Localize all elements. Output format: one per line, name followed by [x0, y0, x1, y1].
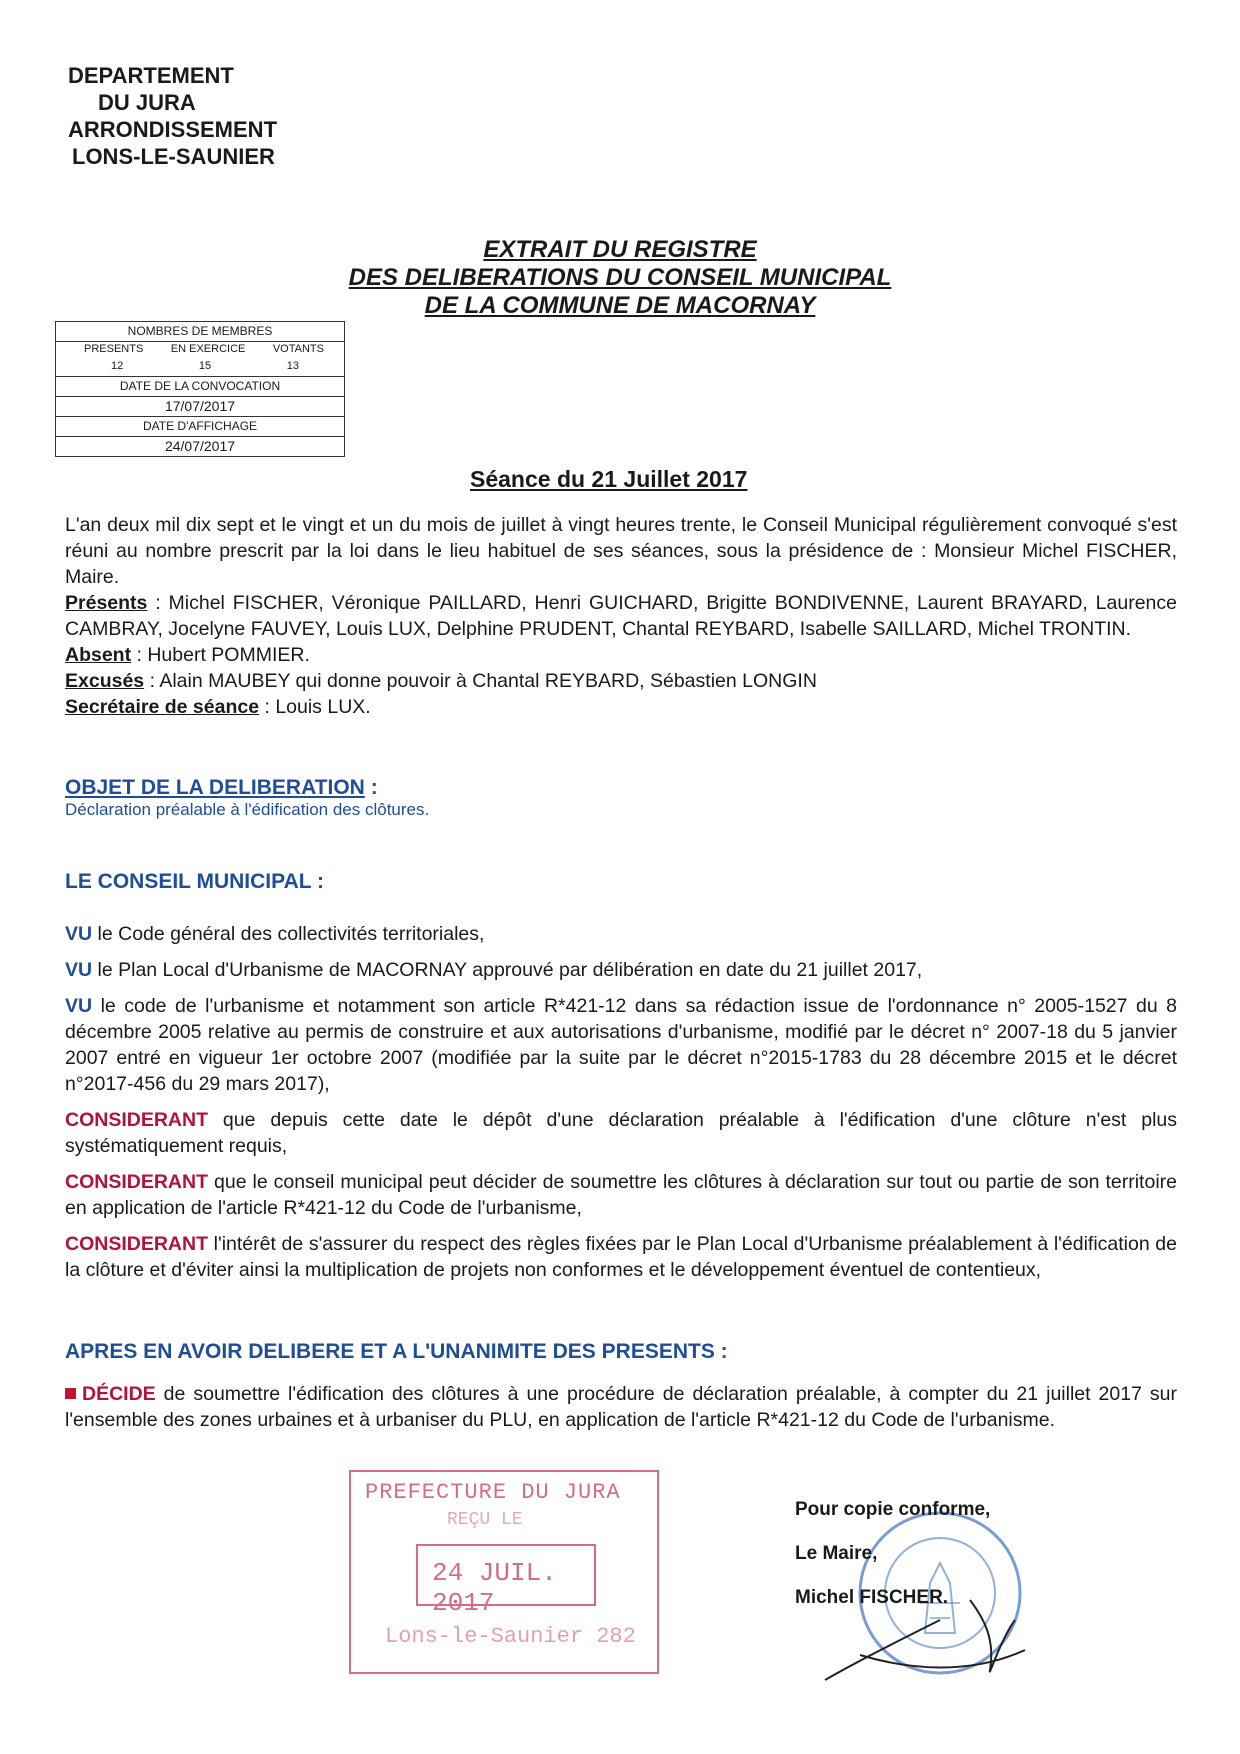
clause-keyword: VU	[65, 959, 93, 981]
signature-line2: Le Maire,	[795, 1543, 878, 1564]
presents-names: : Michel FISCHER, Véronique PAILLARD, Henri GUICHARD, Brigitte BONDIVENNE, Laurent BRAYARD, Laurence CAMBRAY, Jocelyne FAUVEY, Louis LUX, Delphine PRUDENT, Chantal REYBARD, Isabelle SAILLARD, Michel TRONTIN.	[65, 592, 1177, 640]
title-line: DES DELIBERATIONS DU CONSEIL MUNICIPAL	[348, 264, 892, 291]
dept-line: DU JURA	[98, 90, 196, 115]
decision-block	[65, 1381, 1177, 1433]
seance-date: Séance du 21 Juillet 2017	[470, 466, 748, 492]
clause-keyword: CONSIDERANT	[65, 1171, 209, 1193]
members-column-labels	[56, 342, 344, 357]
objet-text: Déclaration préalable à l'édification des clôtures.	[65, 800, 430, 819]
value-en-exercice: 15	[198, 360, 212, 372]
signature-line1: Pour copie conforme,	[795, 1499, 991, 1520]
dept-line: ARRONDISSEMENT	[68, 117, 278, 142]
clause-text: le code de l'urbanisme et notamment son article R*421-12 dans sa rédaction issue de l'ordonnance n° 2005-1527 du 8 décembre 2005 relative au permis de construire et aux autorisations d'urbanisme, modifié par le décret n° 2007-18 du 5 janvier 2007 entré en vigueur 1er octobre 2007 (modifiée par la suite par le décret n°2015-1783 du 28 décembre 2015 et le décret n°2017-456 du 29 mars 2017),	[65, 995, 1177, 1095]
value-presents: 12	[111, 360, 124, 372]
label-votants: VOTANTS	[272, 343, 324, 355]
members-box	[55, 321, 345, 457]
conseil-heading: LE CONSEIL MUNICIPAL :	[65, 870, 325, 893]
stamp-line2: REÇU LE	[447, 1510, 523, 1530]
clause	[65, 1231, 1177, 1283]
absent-names: : Hubert POMMIER.	[131, 644, 310, 666]
clause-keyword: VU	[65, 923, 93, 945]
stamp-line1: PREFECTURE DU JURA	[365, 1480, 621, 1505]
excuses-label: Excusés	[65, 670, 145, 692]
title-line: DE LA COMMUNE DE MACORNAY	[424, 292, 816, 319]
clause	[65, 993, 1177, 1097]
apres-heading: APRES EN AVOIR DELIBERE ET A L'UNANIMITE DES PRESENTS :	[65, 1340, 728, 1363]
affichage-date: 24/07/2017	[164, 438, 236, 454]
clause-keyword: CONSIDERANT	[65, 1233, 209, 1255]
members-column-values	[56, 357, 344, 377]
excuses-names: : Alain MAUBEY qui donne pouvoir à Chantal REYBARD, Sébastien LONGIN	[144, 670, 817, 692]
objet-suffix: :	[364, 776, 378, 799]
clause	[65, 1107, 1177, 1159]
label-presents: PRESENTS	[84, 343, 144, 355]
clause	[65, 957, 1177, 983]
presents-label: Présents	[65, 592, 148, 614]
clause-keyword: VU	[65, 995, 93, 1017]
signature-line3: Michel FISCHER.	[795, 1587, 949, 1608]
clause-text: que depuis cette date le dépôt d'une déclaration préalable à l'édification d'une clôture n'est plus systématiquement requis,	[65, 1109, 1177, 1157]
clause-text: que le conseil municipal peut décider de soumettre les clôtures à déclaration sur tout ou partie de son territoire en application de l'article R*421-12 du Code de l'urbanisme,	[65, 1171, 1177, 1219]
absent-line	[65, 642, 1177, 668]
objet-label: OBJET DE LA DELIBERATION	[65, 776, 365, 799]
affichage-label: DATE D'AFFICHAGE	[56, 417, 344, 437]
clauses-block	[65, 921, 1177, 1293]
objet-heading	[65, 776, 378, 800]
decision-text: de soumettre l'édification des clôtures à une procédure de déclaration préalable, à compter du 21 juillet 2017 sur l'ensemble des zones urbaines et à urbaniser du PLU, en application de l'article R*421-12 du Code de l'urbanisme.	[65, 1383, 1177, 1431]
members-heading: NOMBRES DE MEMBRES	[56, 322, 344, 342]
dept-line: DEPARTEMENT	[68, 63, 234, 88]
secretaire-line	[65, 694, 1177, 720]
label-en-exercice: EN EXERCICE	[170, 343, 246, 355]
clause-text: le Plan Local d'Urbanisme de MACORNAY approuvé par délibération en date du 21 juillet 2017,	[92, 959, 923, 981]
clause-text: l'intérêt de s'assurer du respect des règles fixées par le Plan Local d'Urbanisme préalablement à l'édification de la clôture et d'éviter ainsi la multiplication de projets non conformes et le développement éventuel de contentieux,	[65, 1233, 1177, 1281]
clause	[65, 921, 1177, 947]
intro-text: L'an deux mil dix sept et le vingt et un du mois de juillet à vingt heures trente, le Conseil Municipal régulièrement convoqué s'est réuni au nombre prescrit par la loi dans le lieu habituel de ses séances, sous la présidence de : Monsieur Michel FISCHER, Maire.	[65, 514, 1177, 588]
department-header	[68, 62, 277, 170]
value-votants: 13	[286, 360, 299, 372]
secretaire-label: Secrétaire de séance	[65, 696, 260, 718]
document-title	[300, 236, 940, 320]
bullet-square-icon	[65, 1388, 76, 1399]
stamp-date-box	[416, 1544, 596, 1618]
decision-keyword: DÉCIDE	[82, 1383, 156, 1405]
stamp-date: 24 JUIL. 2017	[432, 1558, 557, 1618]
secretaire-name: : Louis LUX.	[259, 696, 371, 718]
prefecture-stamp	[349, 1470, 659, 1674]
clause	[65, 1169, 1177, 1221]
presents-line	[65, 590, 1177, 642]
convocation-label: DATE DE LA CONVOCATION	[56, 377, 344, 397]
convocation-date: 17/07/2017	[56, 397, 344, 417]
stamp-line3: Lons-le-Saunier 282	[385, 1624, 636, 1649]
absent-label: Absent	[65, 644, 132, 666]
dept-line: LONS-LE-SAUNIER	[72, 144, 275, 169]
excuses-line	[65, 668, 1177, 694]
intro-block	[65, 512, 1177, 720]
handwritten-signature-icon	[820, 1580, 1030, 1690]
clause-keyword: CONSIDERANT	[65, 1109, 209, 1131]
clause-text: le Code général des collectivités territoriales,	[92, 923, 485, 945]
title-line: EXTRAIT DU REGISTRE	[483, 236, 757, 263]
